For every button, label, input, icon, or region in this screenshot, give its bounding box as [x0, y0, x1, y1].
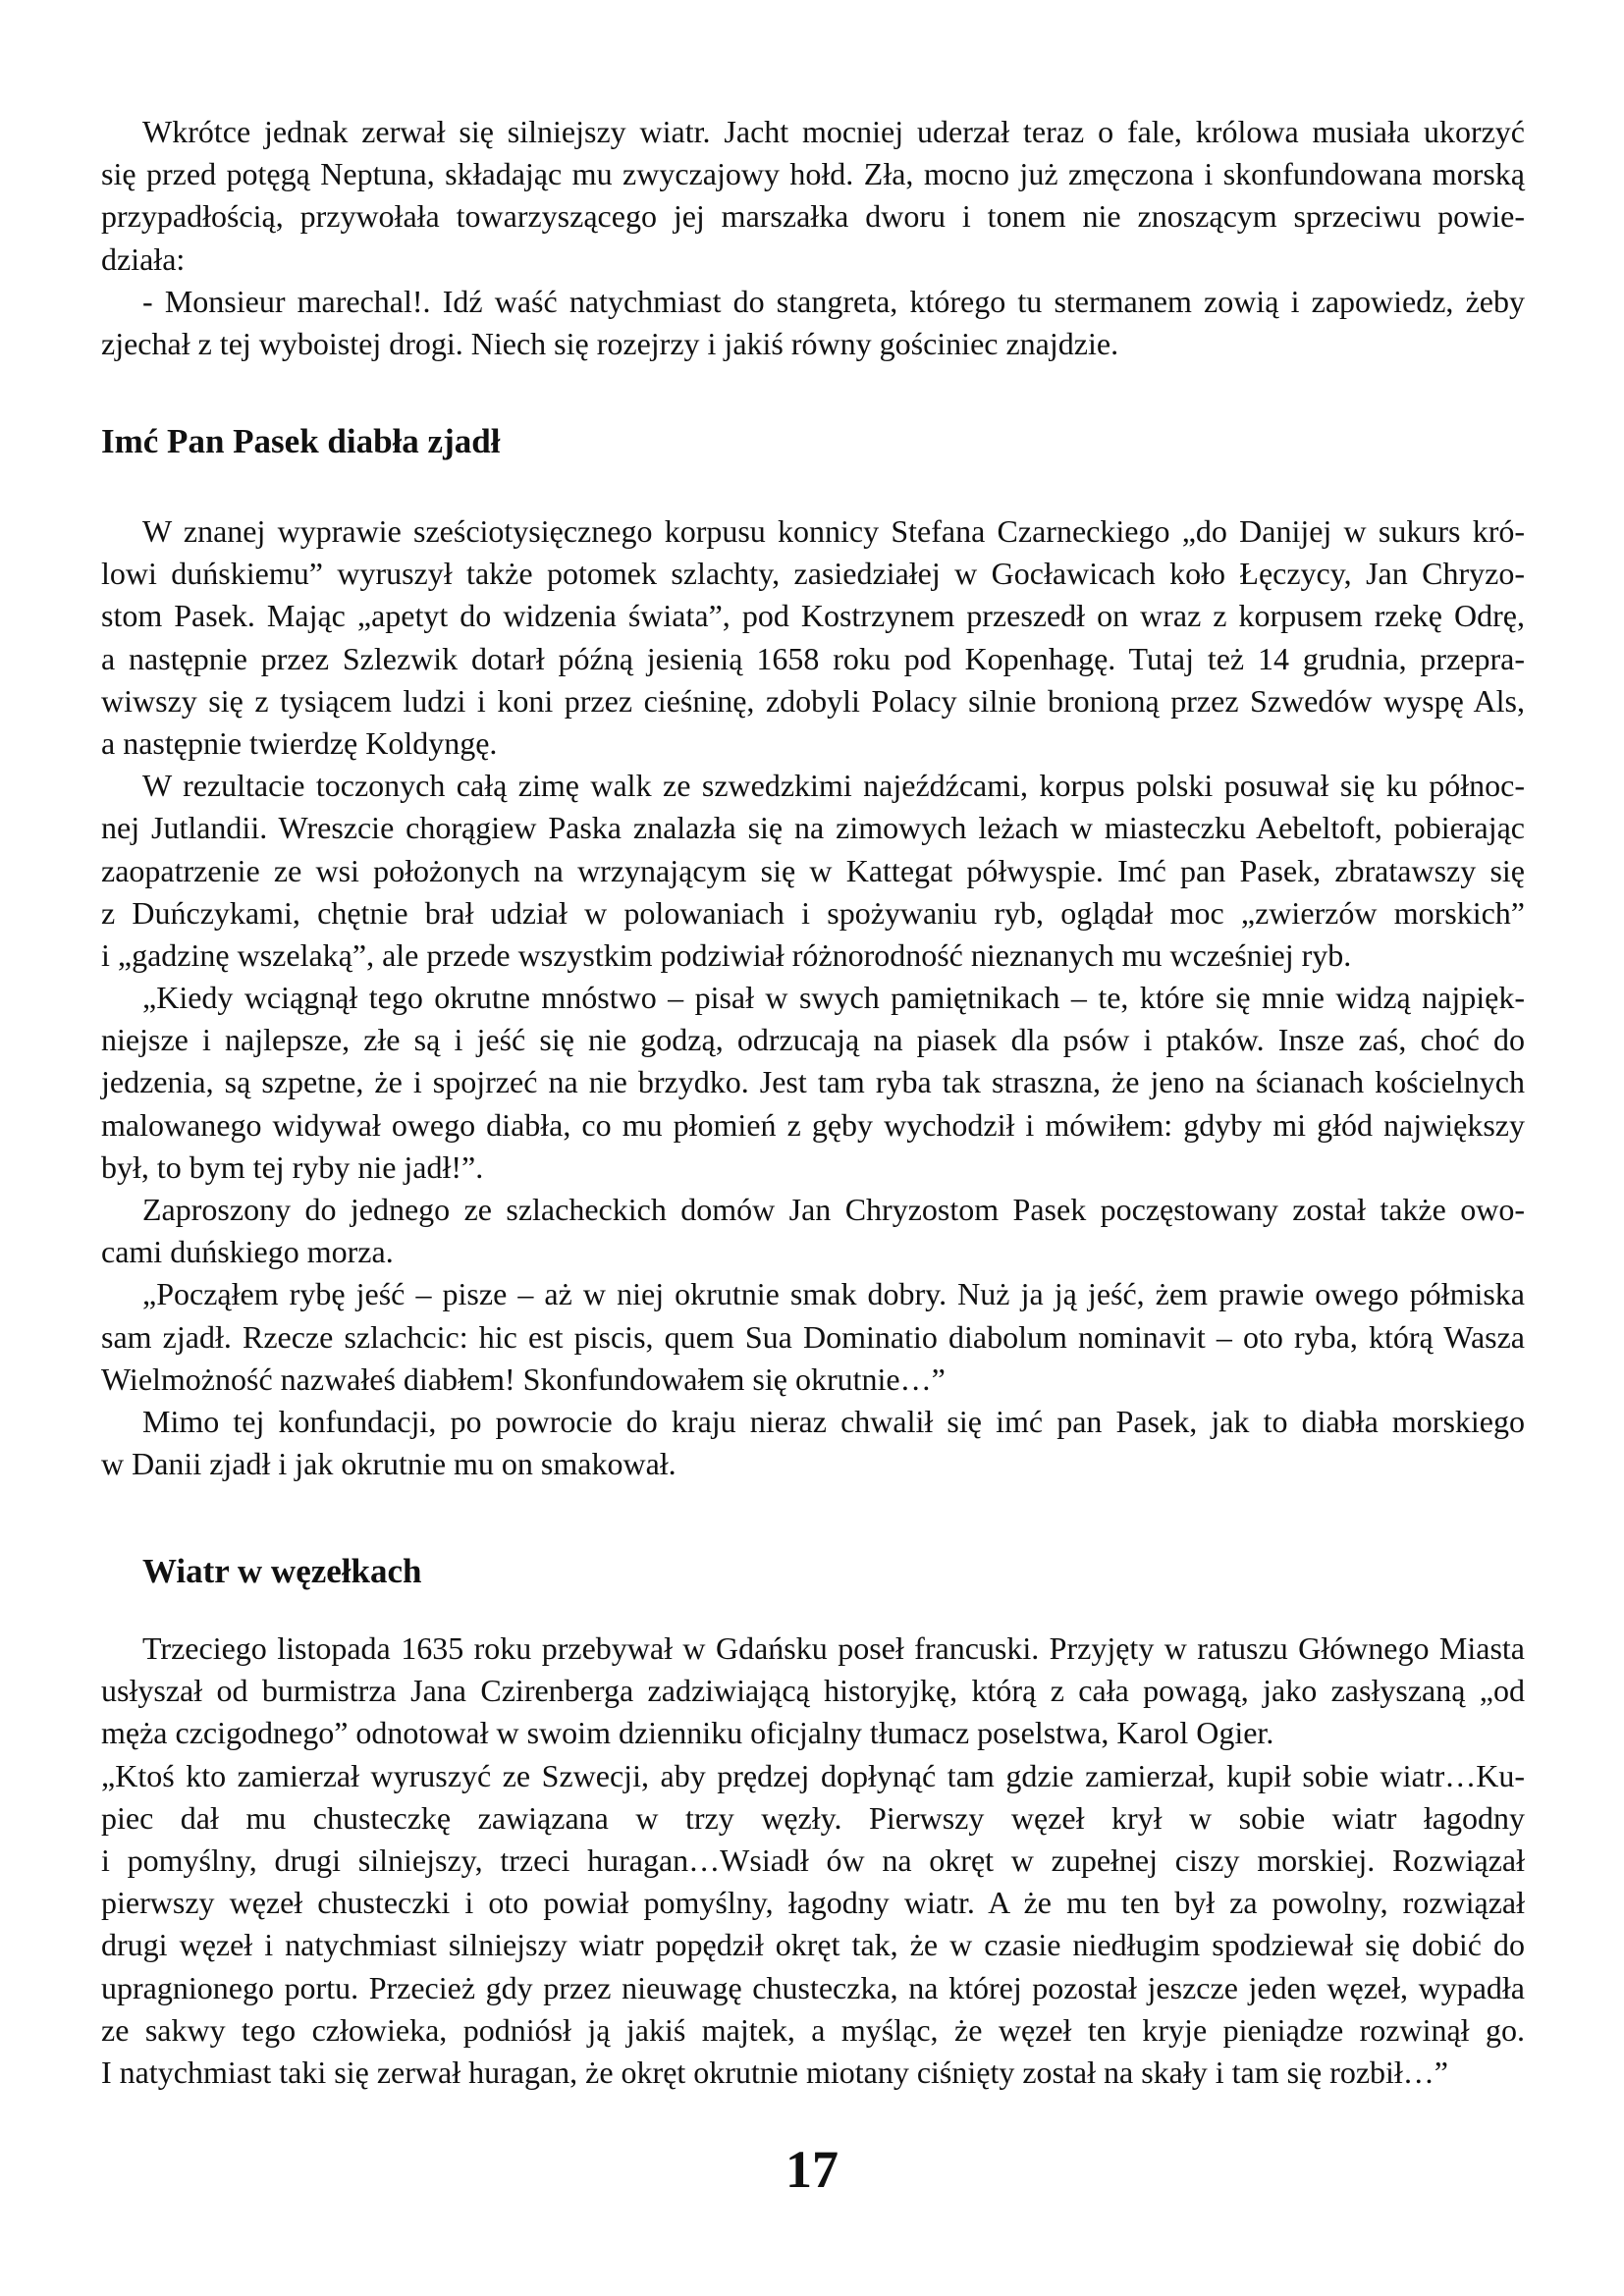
text-line: sam zjadł. Rzecze szlachcic: hic est piscis, quem Sua Dominatio diabolum nominavit – oto ryba, którą Wasza: [101, 1318, 1525, 1355]
section-body-pasek: [101, 510, 1525, 1485]
page-number: 17: [785, 2140, 839, 2199]
text-line: piec dał mu chusteczkę zawiązana w trzy węzły. Pierwszy węzeł krył w sobie wiatr łagodny: [101, 1799, 1525, 1836]
text-line: Wielmożność nazwałeś diabłem! Skonfundowałem się okrutnie…”: [101, 1361, 946, 1397]
text-line: Wkrótce jednak zerwał się silniejszy wiatr. Jacht mocniej uderzał teraz o fale, królowa musiała ukorzyć: [142, 114, 1525, 149]
paragraph: [101, 281, 1525, 365]
text-line: Mimo tej konfundacji, po powrocie do kraju nieraz chwalił się imć pan Pasek, jak to diabła morskiego: [142, 1403, 1525, 1439]
paragraph: [101, 510, 1525, 765]
text-line: działa:: [101, 240, 186, 277]
text-line: i „gadzinę wszelaką”, ale przede wszystkim podziwiał różnorodność nieznanych mu wcześniej ryb.: [101, 936, 1352, 973]
text-line: pierwszy węzeł chusteczki i oto powiał pomyślny, łagodny wiatr. A że mu ten był za powolny, rozwiązał: [101, 1885, 1525, 1921]
text-line: a następnie przez Szlezwik dotarł późną jesienią 1658 roku pod Kopenhagę. Tutaj też 14 grudnia, przepra-: [101, 640, 1525, 676]
text-line: niejsze i najlepsze, złe są i jeść się nie godzą, odrzucają na piasek dla psów i ptaków. Insze zaś, choć do: [101, 1022, 1525, 1058]
text-line: a następnie twierdzę Koldyngę.: [101, 724, 498, 761]
text-line: W znanej wyprawie sześciotysięcznego korpusu konnicy Stefana Czarneckiego „do Danijej w sukurs kró-: [142, 513, 1525, 549]
text-line: był, to bym tej ryby nie jadł!”.: [101, 1148, 484, 1185]
text-line: męża czcigodnego” odnotował w swoim dzienniku oficjalny tłumacz poselstwa, Karol Ogier.: [101, 1715, 1274, 1751]
text-line: drugi węzeł i natychmiast silniejszy wiatr popędził okręt tak, że w czasie niedługim spodziewał się dobić do: [101, 1927, 1525, 1963]
text-line: Zaproszony do jednego ze szlacheckich domów Jan Chryzostom Pasek poczęstowany został także owo-: [142, 1192, 1525, 1227]
paragraph: [101, 977, 1525, 1189]
text-line: z Duńczykami, chętnie brał udział w polowaniach i spożywaniu ryb, oglądał moc „zwierzów morskich”: [101, 894, 1525, 931]
text-line: zaopatrzenie ze wsi położonych na wrzynającym się w Kattegat półwyspie. Imć pan Pasek, zbratawszy się: [101, 852, 1525, 888]
paragraph: [101, 1189, 1525, 1273]
text-line: malowanego widywał owego diabła, co mu płomień z gęby wychodził i mówiłem: gdyby mi głód największy: [101, 1106, 1525, 1143]
text-line: ze sakwy tego człowieka, podniósł ją jakiś majtek, a myśląc, że węzeł ten kryje pieniądze rozwinął go.: [101, 2011, 1525, 2048]
text-line: upragnionego portu. Przecież gdy przez nieuwagę chusteczka, na której pozostał jeszcze jeden węzeł, wypadła: [101, 1969, 1525, 2005]
text-line: - Monsieur marechal!. Idź waść natychmiast do stangreta, którego tu stermanem zowią i zapowiedz, żeby: [142, 283, 1525, 319]
paragraph: [101, 1273, 1525, 1401]
text-line: w Danii zjadł i jak okrutnie mu on smakował.: [101, 1446, 677, 1482]
text-line: „Ktoś kto zamierzał wyruszyć ze Szwecji, aby prędzej dopłynąć tam gdzie zamierzał, kupił sobie wiatr…Ku-: [101, 1757, 1525, 1793]
text-line: i pomyślny, drugi silniejszy, trzeci huragan…Wsiadł ów na okręt w zupełnej ciszy morskiej. Rozwiązał: [101, 1842, 1525, 1878]
text-line: „Kiedy wciągnął tego okrutne mnóstwo – pisał w swych pamiętnikach – te, które się mnie widzą najpięk-: [142, 980, 1525, 1016]
text-line: zjechał z tej wyboistej drogi. Niech się rozejrzy i jakiś równy gościniec znajdzie.: [101, 325, 1119, 361]
paragraph: [101, 1755, 1525, 2095]
section-heading-pasek: Imć Pan Pasek diabła zjadł: [101, 422, 501, 460]
text-line: lowi duńskiemu” wyruszył także potomek szlachty, zasiedziałej w Gocławicach koło Łęczycy, Jan Chryzo-: [101, 556, 1525, 592]
text-line: jedzenia, są szpetne, że i spojrzeć na nie brzydko. Jest tam ryba tak straszna, że jeno na ścianach kościelnych: [101, 1064, 1525, 1100]
text-line: stom Pasek. Mając „apetyt do widzenia świata”, pod Kostrzynem przeszedł on wraz z korpusem rzekę Odrę,: [101, 598, 1525, 634]
text-line: przypadłością, przywołała towarzyszącego jej marszałka dworu i tonem nie znoszącym sprzeciwu powie-: [101, 198, 1525, 235]
intro-text: [101, 111, 1525, 365]
section-body-wiatr: [101, 1628, 1525, 2094]
text-line: usłyszał od burmistrza Jana Czirenberga zadziwiającą historyjkę, którą z cała powagą, jako zasłyszaną „od: [101, 1673, 1525, 1709]
text-line: wiwszy się z tysiącem ludzi i koni przez cieśninę, zdobyli Polacy silnie bronioną przez Szwedów wyspę Als,: [101, 682, 1525, 719]
paragraph: [101, 765, 1525, 977]
text-line: Trzeciego listopada 1635 roku przebywał w Gdańsku poseł francuski. Przyjęty w ratuszu Głównego Miasta: [142, 1630, 1525, 1666]
text-line: „Począłem rybę jeść – pisze – aż w niej okrutnie smak dobry. Nuż ja ją jeść, żem prawie owego półmiska: [142, 1276, 1525, 1312]
text-line: nej Jutlandii. Wreszcie chorągiew Paska znalazła się na zimowych leżach w miasteczku Aebeltoft, pobierając: [101, 810, 1525, 846]
paragraph: [101, 111, 1525, 281]
text-line: I natychmiast taki się zerwał huragan, że okręt okrutnie miotany ciśnięty został na skały i tam się rozbił…”: [101, 2054, 1448, 2090]
paragraph: [101, 1628, 1525, 1755]
paragraph: [101, 1401, 1525, 1485]
text-line: W rezultacie toczonych całą zimę walk ze szwedzkimi najeźdźcami, korpus polski posuwał się ku północ-: [142, 768, 1525, 804]
section-heading-wiatr: Wiatr w węzełkach: [142, 1552, 422, 1590]
text-line: się przed potęgą Neptuna, składając mu zwyczajowy hołd. Zła, mocno już zmęczona i skonfundowana morską: [101, 156, 1525, 192]
text-line: cami duńskiego morza.: [101, 1234, 394, 1270]
